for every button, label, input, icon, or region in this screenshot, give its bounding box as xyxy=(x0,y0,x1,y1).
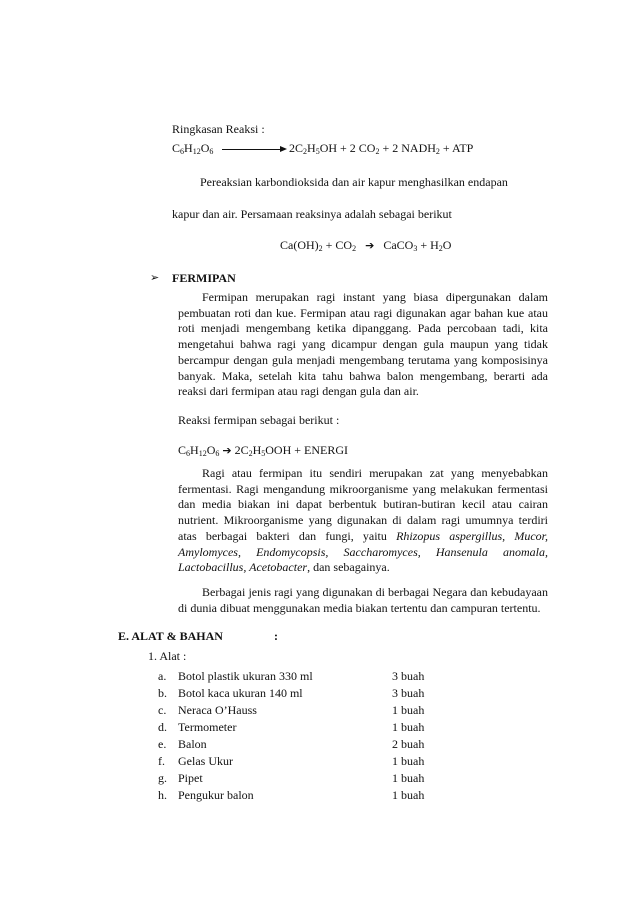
equipment-letter: c. xyxy=(158,703,167,717)
equipment-letter: b. xyxy=(158,686,167,700)
equipment-qty: 3 buah xyxy=(392,686,425,700)
equipment-name: Neraca O’Hauss xyxy=(178,703,257,717)
equipment-row xyxy=(0,736,638,752)
equipment-qty: 1 buah xyxy=(392,788,425,802)
equipment-name: Botol kaca ukuran 140 ml xyxy=(178,686,303,700)
fermipan-heading: FERMIPAN xyxy=(172,271,236,285)
equipment-letter: f. xyxy=(158,754,165,768)
equipment-row xyxy=(0,668,638,684)
summary-equation-lhs: $C_6H_{12}O_6$ xyxy=(172,141,214,156)
equipment-name: Gelas Ukur xyxy=(178,754,233,768)
equipment-letter: h. xyxy=(158,788,167,802)
equipment-letter: a. xyxy=(158,669,167,683)
equipment-name: Termometer xyxy=(178,720,237,734)
fermipan-paragraph3: Berbagai jenis ragi yang digunakan di berbagai Negara dan kebudayaan di dunia dibuat menggunakan media biakan tertentu dan campuran tertentu. xyxy=(178,585,548,615)
equipment-name: Pengukur balon xyxy=(178,788,254,802)
equipment-row xyxy=(0,787,638,803)
co2-paragraph-line1: Pereaksian karbondioksida dan air kapur menghasilkan endapan xyxy=(200,175,508,189)
right-arrow-icon xyxy=(280,146,287,152)
equipment-name: Pipet xyxy=(178,771,203,785)
fermipan-paragraph2: Ragi atau fermipan itu sendiri merupakan zat yang menyebabkan fermentasi. Ragi mengandung mikroorganisme yang melakukan fermentasi dan media biakan ini dapat berbentuk butiran-butiran kecil atau cairan nutrient. Mikroorganisme yang digunakan di dalam ragi umumnya terdiri atas berbagai bakteri dan fungi, yaitu Rhizopus aspergillus, Mucor, Amylomyces, Endomycopsis, Saccharomyces, Hansenula anomala, Lactobacillus, Acetobacter, dan sebagainya. xyxy=(178,466,548,575)
right-arrow-icon: ➔ xyxy=(365,239,375,252)
fermipan-reaction-title: Reaksi fermipan sebagai berikut : xyxy=(178,413,340,427)
reaction-arrow-line xyxy=(222,149,284,150)
equipment-name: Botol plastik ukuran 330 ml xyxy=(178,669,313,683)
summary-title: Ringkasan Reaksi : xyxy=(172,122,265,136)
fermipan-reaction: $C_6H_{12}O_6$ ➔ $2C_2H_5OOH$ + ENERGI xyxy=(178,443,349,458)
equipment-row xyxy=(0,702,638,718)
equipment-row xyxy=(0,753,638,769)
equipment-qty: 1 buah xyxy=(392,703,425,717)
equipment-letter: g. xyxy=(158,771,167,785)
right-arrow-icon: ➔ xyxy=(222,444,232,457)
section-e-colon: : xyxy=(274,629,278,643)
equipment-qty: 1 buah xyxy=(392,771,425,785)
co2-paragraph-line2: kapur dan air. Persamaan reaksinya adalah sebagai berikut xyxy=(172,207,452,221)
equipment-qty: 3 buah xyxy=(392,669,425,683)
equipment-row xyxy=(0,770,638,786)
equipment-name: Balon xyxy=(178,737,207,751)
summary-equation-rhs: $2C_2H_5OH + 2$ $CO_2 + 2$ $NADH_2$ + ATP xyxy=(289,141,474,156)
fermipan-paragraph1: Fermipan merupakan ragi instant yang biasa dipergunakan dalam pembuatan roti dan kue. Fermipan atau ragi digunakan agar bahan kue atau roti menjadi mengembang ketika dipanggang. Pada percobaan tadi, kita mengetahui bahwa ragi yang dicampur dengan gula maupun yang tidak bercampur dengan gula menjadi mengembang terutama yang komposisinya banyak. Maka, setelah kita tahu bahwa balon mengembang, berarti ada reaksi dari fermipan atau ragi dengan gula dan air. xyxy=(178,290,548,399)
equipment-letter: d. xyxy=(158,720,167,734)
equipment-qty: 2 buah xyxy=(392,737,425,751)
equipment-qty: 1 buah xyxy=(392,720,425,734)
equipment-row xyxy=(0,685,638,701)
equipment-letter: e. xyxy=(158,737,167,751)
section-e-heading: E. ALAT & BAHAN xyxy=(118,629,223,643)
equipment-row xyxy=(0,719,638,735)
equipment-qty: 1 buah xyxy=(392,754,425,768)
co2-equation: $Ca(OH)_2 + CO_2$ ➔ CaCO$_3$ + $H_2O$ xyxy=(280,238,452,253)
arrow-bullet-icon: ➢ xyxy=(150,271,160,284)
alat-subheading: 1. Alat : xyxy=(148,649,187,663)
